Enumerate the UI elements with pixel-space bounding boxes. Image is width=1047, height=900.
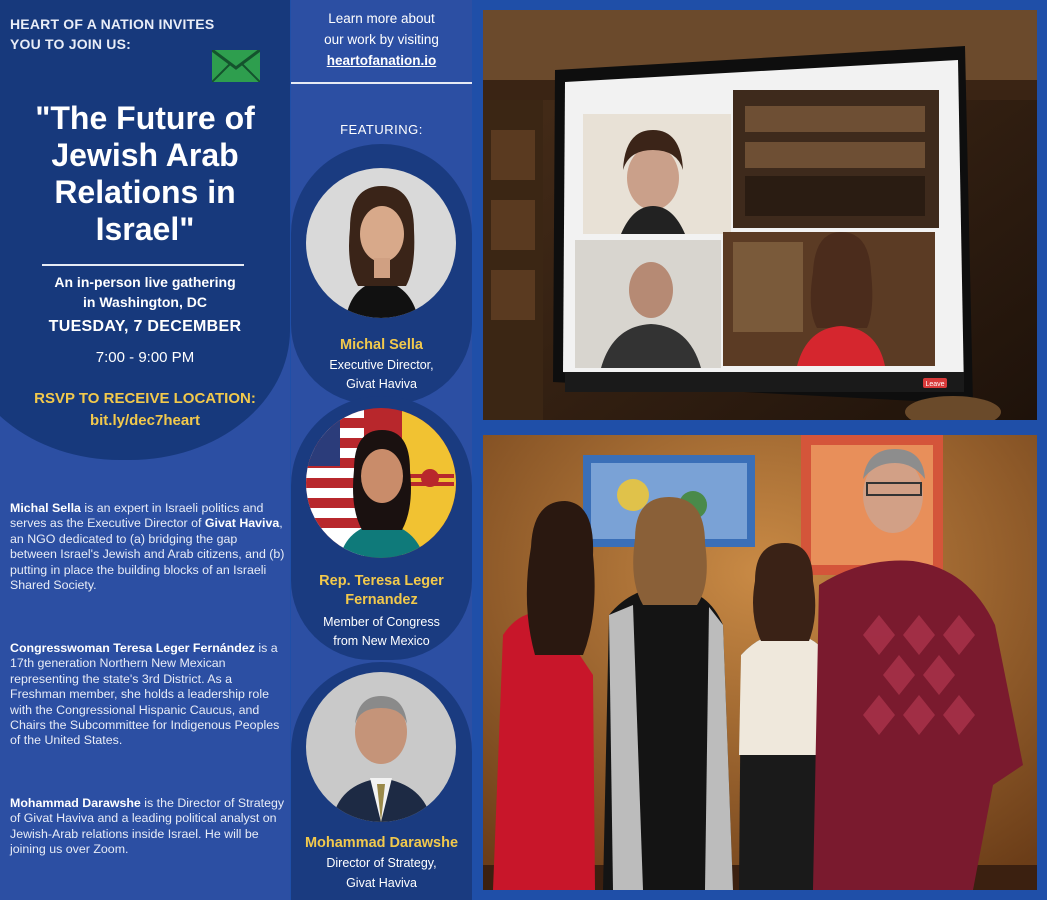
invite-line-1: HEART OF A NATION INVITES (10, 16, 215, 32)
speaker-portrait (306, 672, 456, 822)
speaker-portrait (306, 408, 456, 558)
bio-name: Mohammad Darawshe (10, 796, 141, 810)
rsvp-link[interactable]: bit.ly/dec7heart (89, 412, 201, 429)
event-date: TUESDAY, 7 DECEMBER (48, 318, 242, 335)
speaker-name: Michal Sella (339, 337, 423, 353)
speaker-org: from New Mexico (333, 634, 430, 648)
speaker-card-michal-sella (291, 144, 472, 404)
speaker-role: Member of Congress (323, 615, 440, 629)
speaker-name-cont: Fernandez (345, 592, 418, 608)
learn-more (291, 8, 472, 71)
bio-name: Congresswoman Teresa Leger Fernández (10, 641, 255, 655)
bio-text: is a 17th generation Northern New Mexican representing the state's 3rd District. As a Freshman member, she holds a leadership role with the Congressional Hispanic Caucus, and Chairs the Subcommittee for Indigenous Peoples of the United States. (10, 641, 280, 748)
event-time: 7:00 - 9:00 PM (95, 349, 195, 366)
video-call-photo (483, 10, 1037, 420)
speaker-org: Givat Haviva (346, 377, 417, 391)
featuring-label: FEATURING: (340, 122, 423, 137)
speaker-name: Mohammad Darawshe (304, 835, 459, 851)
learn-line-1: Learn more about (328, 11, 435, 26)
learn-line-2: our work by visiting (324, 32, 439, 47)
bio-teresa-leger-fernandez (10, 641, 285, 749)
divider (42, 264, 244, 266)
speaker-role: Executive Director, (329, 358, 434, 372)
invite-line-2: YOU TO JOIN US: (10, 36, 131, 52)
event-subtitle (20, 272, 270, 312)
bio-text: is an expert in Israeli politics and serves as the Executive Director of (10, 501, 264, 531)
website-link[interactable]: heartofanation.io (326, 53, 437, 68)
leave-button: Leave (925, 381, 945, 388)
envelope-icon (212, 50, 260, 82)
event-title: "The Future of Jewish Arab Relations in Israel" (35, 100, 255, 247)
speaker-card-mohammad-darawshe (291, 662, 472, 900)
bio-org: Givat Haviva (204, 516, 280, 531)
speakers-panel (291, 0, 472, 900)
subtitle-line-2: in Washington, DC (83, 294, 207, 310)
bio-michal-sella (10, 501, 285, 593)
bio-name: Michal Sella (10, 501, 81, 515)
invitation-panel (0, 0, 290, 900)
group-photo (483, 435, 1037, 890)
speaker-org: Givat Haviva (346, 876, 417, 890)
bio-mohammad-darawshe (10, 796, 285, 858)
speaker-name: Rep. Teresa Leger (319, 573, 444, 589)
bio-text: , an NGO dedicated to (a) bridging the gap between Israel's Jewish and Arab citizens, and (b) putting in place the building blocks of an Israeli Shared Society. (10, 516, 285, 593)
speaker-portrait (306, 168, 456, 318)
bio-text: is the Director of Strategy of Givat Haviva and a leading political analyst on Jewish-Arab relations inside Israel. He will be joining us over Zoom. (10, 796, 285, 857)
speaker-role: Director of Strategy, (326, 856, 437, 870)
speaker-card-teresa-leger-fernandez (291, 396, 472, 660)
subtitle-line-1: An in-person live gathering (54, 274, 236, 290)
rsvp-label: RSVP TO RECEIVE LOCATION: (34, 390, 256, 407)
invite-heading (10, 14, 220, 54)
divider (291, 82, 472, 84)
